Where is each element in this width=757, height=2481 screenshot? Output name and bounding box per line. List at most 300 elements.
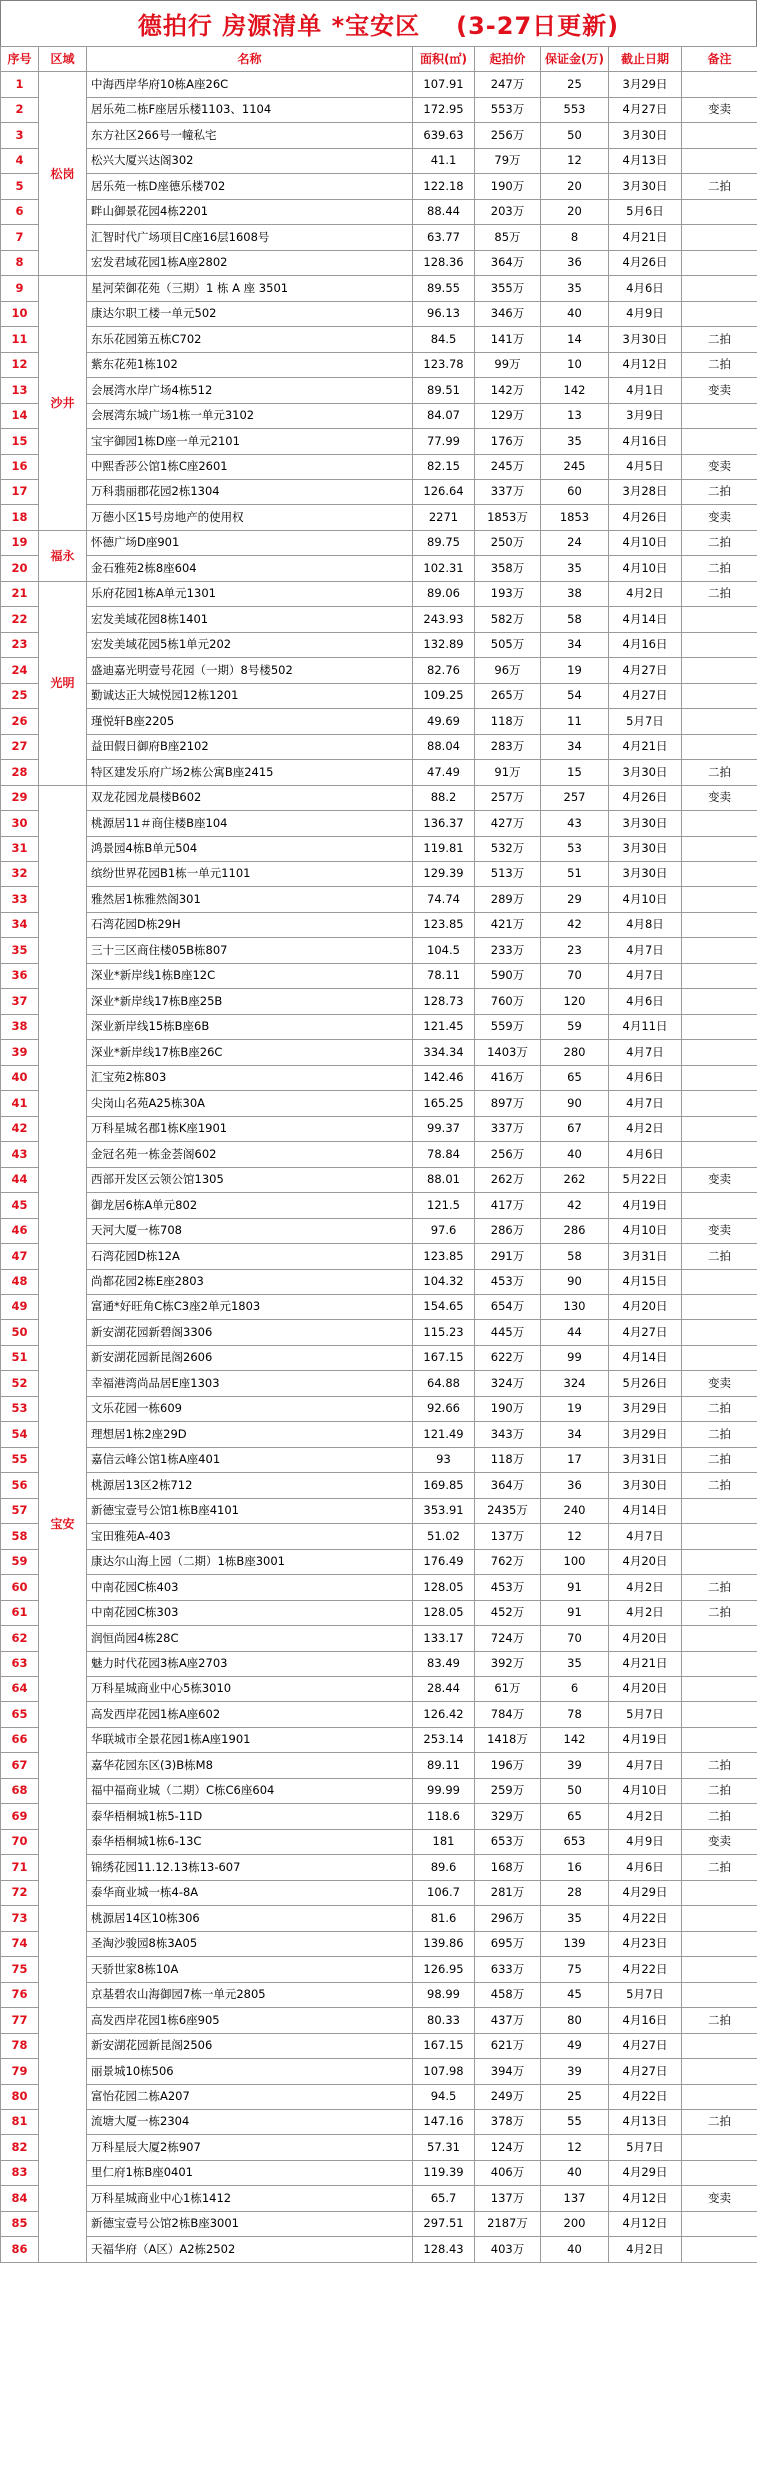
note-cell — [682, 607, 757, 632]
deposit-cell: 12 — [541, 2135, 609, 2160]
deposit-cell: 142 — [541, 1727, 609, 1752]
note-cell: 二拍 — [682, 2008, 757, 2033]
deposit-cell: 257 — [541, 785, 609, 810]
area-cell: 49.69 — [413, 709, 475, 734]
price-cell: 760万 — [475, 989, 541, 1014]
table-row — [1, 1014, 757, 1039]
price-cell: 695万 — [475, 1931, 541, 1956]
deposit-cell: 35 — [541, 1651, 609, 1676]
row-number: 68 — [1, 1778, 39, 1803]
note-cell — [682, 1651, 757, 1676]
row-number: 67 — [1, 1753, 39, 1778]
area-cell: 334.34 — [413, 1040, 475, 1065]
table-row — [1, 72, 757, 97]
deadline-cell: 5月7日 — [609, 1702, 682, 1727]
row-number: 75 — [1, 1957, 39, 1982]
row-number: 53 — [1, 1396, 39, 1421]
row-number: 35 — [1, 938, 39, 963]
area-cell: 128.73 — [413, 989, 475, 1014]
table-row — [1, 1702, 757, 1727]
table-row — [1, 1167, 757, 1192]
area-cell: 132.89 — [413, 632, 475, 657]
deposit-cell: 25 — [541, 72, 609, 97]
note-cell — [682, 1702, 757, 1727]
table-row — [1, 429, 757, 454]
area-cell: 118.6 — [413, 1804, 475, 1829]
deadline-cell: 3月28日 — [609, 479, 682, 504]
note-cell — [682, 963, 757, 988]
area-cell: 81.6 — [413, 1906, 475, 1931]
row-number: 65 — [1, 1702, 39, 1727]
deadline-cell: 4月19日 — [609, 1193, 682, 1218]
note-cell — [682, 1498, 757, 1523]
row-number: 36 — [1, 963, 39, 988]
note-cell: 二拍 — [682, 1753, 757, 1778]
property-name: 缤纷世界花园B1栋一单元1101 — [87, 862, 413, 887]
deadline-cell: 4月7日 — [609, 1524, 682, 1549]
deposit-cell: 10 — [541, 352, 609, 377]
deposit-cell: 16 — [541, 1855, 609, 1880]
deadline-cell: 4月16日 — [609, 2008, 682, 2033]
price-cell: 281万 — [475, 1880, 541, 1905]
deadline-cell: 4月20日 — [609, 1677, 682, 1702]
table-row — [1, 199, 757, 224]
row-number: 11 — [1, 327, 39, 352]
deadline-cell: 4月22日 — [609, 1957, 682, 1982]
deadline-cell: 4月14日 — [609, 1498, 682, 1523]
area-cell: 126.64 — [413, 479, 475, 504]
property-name: 宝宇御园1栋D座一单元2101 — [87, 429, 413, 454]
row-number: 64 — [1, 1677, 39, 1702]
row-number: 61 — [1, 1600, 39, 1625]
deadline-cell: 5月7日 — [609, 1982, 682, 2007]
area-cell: 126.95 — [413, 1957, 475, 1982]
deadline-cell: 4月7日 — [609, 963, 682, 988]
property-name: 汇智时代广场项目C座16层1608号 — [87, 225, 413, 250]
note-cell: 二拍 — [682, 174, 757, 199]
property-name: 万科星城商业中心5栋3010 — [87, 1677, 413, 1702]
price-cell: 141万 — [475, 327, 541, 352]
note-cell: 二拍 — [682, 327, 757, 352]
note-cell: 二拍 — [682, 1804, 757, 1829]
area-cell: 169.85 — [413, 1473, 475, 1498]
property-name: 幸福港湾尚品居E座1303 — [87, 1371, 413, 1396]
deposit-cell: 139 — [541, 1931, 609, 1956]
area-cell: 133.17 — [413, 1626, 475, 1651]
area-cell: 142.46 — [413, 1065, 475, 1090]
row-number: 38 — [1, 1014, 39, 1039]
deadline-cell: 3月30日 — [609, 327, 682, 352]
table-row — [1, 1880, 757, 1905]
note-cell — [682, 1524, 757, 1549]
price-cell: 118万 — [475, 1447, 541, 1472]
price-cell: 1418万 — [475, 1727, 541, 1752]
property-name: 高发西岸花园1栋A座602 — [87, 1702, 413, 1727]
price-cell: 137万 — [475, 1524, 541, 1549]
table-row — [1, 1804, 757, 1829]
area-cell: 167.15 — [413, 2033, 475, 2058]
property-name: 居乐苑一栋D座德乐楼702 — [87, 174, 413, 199]
price-cell: 262万 — [475, 1167, 541, 1192]
property-name: 中南花园C栋303 — [87, 1600, 413, 1625]
deposit-cell: 11 — [541, 709, 609, 734]
area-cell: 121.45 — [413, 1014, 475, 1039]
table-row — [1, 505, 757, 530]
deadline-cell: 4月2日 — [609, 1600, 682, 1625]
deadline-cell: 3月9日 — [609, 403, 682, 428]
deposit-cell: 39 — [541, 2059, 609, 2084]
note-cell: 二拍 — [682, 581, 757, 606]
table-row — [1, 1855, 757, 1880]
table-row — [1, 1677, 757, 1702]
deadline-cell: 4月2日 — [609, 1575, 682, 1600]
deposit-cell: 50 — [541, 123, 609, 148]
property-name: 中海西岸华府10栋A座26C — [87, 72, 413, 97]
deadline-cell: 4月12日 — [609, 2186, 682, 2211]
row-number: 56 — [1, 1473, 39, 1498]
deadline-cell: 4月14日 — [609, 1345, 682, 1370]
district-cell: 沙井 — [39, 276, 87, 531]
price-cell: 553万 — [475, 97, 541, 122]
property-name: 富通*好旺角C栋C3座2单元1803 — [87, 1294, 413, 1319]
deposit-cell: 44 — [541, 1320, 609, 1345]
property-name: 益田假日御府B座2102 — [87, 734, 413, 759]
deposit-cell: 59 — [541, 1014, 609, 1039]
property-name: 万科星城名郡1栋K座1901 — [87, 1116, 413, 1141]
deposit-cell: 130 — [541, 1294, 609, 1319]
price-cell: 653万 — [475, 1829, 541, 1854]
deposit-cell: 240 — [541, 1498, 609, 1523]
header-row — [1, 47, 757, 72]
area-cell: 88.44 — [413, 199, 475, 224]
row-number: 59 — [1, 1549, 39, 1574]
deposit-cell: 14 — [541, 327, 609, 352]
row-number: 39 — [1, 1040, 39, 1065]
row-number: 83 — [1, 2160, 39, 2185]
deadline-cell: 4月10日 — [609, 887, 682, 912]
property-name: 紫东花苑1栋102 — [87, 352, 413, 377]
property-name: 宏发君域花园1栋A座2802 — [87, 250, 413, 275]
deadline-cell: 4月19日 — [609, 1727, 682, 1752]
deposit-cell: 67 — [541, 1116, 609, 1141]
deadline-cell: 4月15日 — [609, 1269, 682, 1294]
table-row — [1, 1371, 757, 1396]
row-number: 74 — [1, 1931, 39, 1956]
area-cell: 104.5 — [413, 938, 475, 963]
row-number: 27 — [1, 734, 39, 759]
area-cell: 28.44 — [413, 1677, 475, 1702]
table-row — [1, 938, 757, 963]
row-number: 15 — [1, 429, 39, 454]
area-cell: 77.99 — [413, 429, 475, 454]
row-number: 55 — [1, 1447, 39, 1472]
area-cell: 82.15 — [413, 454, 475, 479]
deadline-cell: 5月22日 — [609, 1167, 682, 1192]
property-name: 宏发美域花园5栋1单元202 — [87, 632, 413, 657]
area-cell: 253.14 — [413, 1727, 475, 1752]
price-cell: 453万 — [475, 1269, 541, 1294]
note-cell — [682, 1982, 757, 2007]
deposit-cell: 42 — [541, 1193, 609, 1218]
deposit-cell: 40 — [541, 1142, 609, 1167]
area-cell: 353.91 — [413, 1498, 475, 1523]
deposit-cell: 100 — [541, 1549, 609, 1574]
area-cell: 89.06 — [413, 581, 475, 606]
area-cell: 109.25 — [413, 683, 475, 708]
note-cell — [682, 989, 757, 1014]
note-cell — [682, 1065, 757, 1090]
note-cell — [682, 2135, 757, 2160]
note-cell — [682, 123, 757, 148]
price-cell: 392万 — [475, 1651, 541, 1676]
note-cell — [682, 709, 757, 734]
property-name: 雅然居1栋雅然阁301 — [87, 887, 413, 912]
area-cell: 122.18 — [413, 174, 475, 199]
deposit-cell: 553 — [541, 97, 609, 122]
table-row — [1, 811, 757, 836]
deadline-cell: 3月30日 — [609, 123, 682, 148]
row-number: 16 — [1, 454, 39, 479]
deadline-cell: 4月10日 — [609, 556, 682, 581]
table-row — [1, 785, 757, 810]
table-row — [1, 225, 757, 250]
deposit-cell: 38 — [541, 581, 609, 606]
property-name: 康达尔职工楼一单元502 — [87, 301, 413, 326]
deadline-cell: 4月6日 — [609, 1065, 682, 1090]
row-number: 21 — [1, 581, 39, 606]
area-cell: 123.78 — [413, 352, 475, 377]
deposit-cell: 34 — [541, 1422, 609, 1447]
area-cell: 65.7 — [413, 2186, 475, 2211]
area-cell: 123.85 — [413, 1244, 475, 1269]
price-cell: 337万 — [475, 1116, 541, 1141]
row-number: 18 — [1, 505, 39, 530]
deposit-cell: 6 — [541, 1677, 609, 1702]
price-cell: 622万 — [475, 1345, 541, 1370]
deposit-cell: 12 — [541, 148, 609, 173]
deadline-cell: 4月10日 — [609, 1218, 682, 1243]
note-cell: 二拍 — [682, 1447, 757, 1472]
deadline-cell: 4月2日 — [609, 1804, 682, 1829]
row-number: 49 — [1, 1294, 39, 1319]
area-cell: 84.07 — [413, 403, 475, 428]
table-row — [1, 301, 757, 326]
deposit-cell: 50 — [541, 1778, 609, 1803]
area-cell: 172.95 — [413, 97, 475, 122]
row-number: 10 — [1, 301, 39, 326]
deposit-cell: 35 — [541, 276, 609, 301]
deadline-cell: 4月13日 — [609, 148, 682, 173]
area-cell: 154.65 — [413, 1294, 475, 1319]
price-cell: 1403万 — [475, 1040, 541, 1065]
row-number: 29 — [1, 785, 39, 810]
property-name: 怀德广场D座901 — [87, 530, 413, 555]
row-number: 85 — [1, 2211, 39, 2236]
area-cell: 96.13 — [413, 301, 475, 326]
deadline-cell: 4月8日 — [609, 912, 682, 937]
property-name: 深业新岸线15栋B座6B — [87, 1014, 413, 1039]
row-number: 4 — [1, 148, 39, 173]
row-number: 20 — [1, 556, 39, 581]
deposit-cell: 25 — [541, 2084, 609, 2109]
row-number: 46 — [1, 1218, 39, 1243]
property-name: 石湾花园D栋29H — [87, 912, 413, 937]
note-cell: 二拍 — [682, 530, 757, 555]
area-cell: 102.31 — [413, 556, 475, 581]
price-cell: 633万 — [475, 1957, 541, 1982]
price-cell: 233万 — [475, 938, 541, 963]
note-cell: 二拍 — [682, 1778, 757, 1803]
property-name: 乐府花园1栋A单元1301 — [87, 581, 413, 606]
area-cell: 94.5 — [413, 2084, 475, 2109]
price-cell: 257万 — [475, 785, 541, 810]
deposit-cell: 28 — [541, 1880, 609, 1905]
table-row — [1, 912, 757, 937]
deposit-cell: 200 — [541, 2211, 609, 2236]
property-name: 天河大厦一栋708 — [87, 1218, 413, 1243]
area-cell: 128.36 — [413, 250, 475, 275]
table-row — [1, 1906, 757, 1931]
deadline-cell: 4月7日 — [609, 1753, 682, 1778]
property-name: 居乐苑二栋F座居乐楼1103、1104 — [87, 97, 413, 122]
note-cell: 变卖 — [682, 1829, 757, 1854]
price-cell: 513万 — [475, 862, 541, 887]
row-number: 26 — [1, 709, 39, 734]
deposit-cell: 99 — [541, 1345, 609, 1370]
deadline-cell: 4月10日 — [609, 530, 682, 555]
deposit-cell: 80 — [541, 2008, 609, 2033]
price-cell: 79万 — [475, 148, 541, 173]
deposit-cell: 13 — [541, 403, 609, 428]
note-cell — [682, 1727, 757, 1752]
property-name: 特区建发乐府广场2栋公寓B座2415 — [87, 760, 413, 785]
table-row — [1, 1320, 757, 1345]
row-number: 24 — [1, 658, 39, 683]
property-name: 金冠名苑一栋金荟阁602 — [87, 1142, 413, 1167]
note-cell: 变卖 — [682, 505, 757, 530]
note-cell — [682, 225, 757, 250]
property-name: 鸿景园4栋B单元504 — [87, 836, 413, 861]
area-cell: 104.32 — [413, 1269, 475, 1294]
district-cell: 光明 — [39, 581, 87, 785]
table-row — [1, 2109, 757, 2134]
property-name: 盛迪嘉光明壹号花园（一期）8号楼502 — [87, 658, 413, 683]
area-cell: 89.75 — [413, 530, 475, 555]
col-header-name: 名称 — [87, 47, 413, 72]
deposit-cell: 20 — [541, 174, 609, 199]
row-number: 34 — [1, 912, 39, 937]
deadline-cell: 4月27日 — [609, 683, 682, 708]
deadline-cell: 4月21日 — [609, 734, 682, 759]
deposit-cell: 40 — [541, 2160, 609, 2185]
deadline-cell: 3月31日 — [609, 1244, 682, 1269]
deadline-cell: 4月7日 — [609, 938, 682, 963]
deposit-cell: 49 — [541, 2033, 609, 2058]
deposit-cell: 39 — [541, 1753, 609, 1778]
deposit-cell: 54 — [541, 683, 609, 708]
note-cell — [682, 734, 757, 759]
area-cell: 176.49 — [413, 1549, 475, 1574]
price-cell: 590万 — [475, 963, 541, 988]
note-cell — [682, 1269, 757, 1294]
price-cell: 289万 — [475, 887, 541, 912]
property-name: 流塘大厦一栋2304 — [87, 2109, 413, 2134]
price-cell: 621万 — [475, 2033, 541, 2058]
area-cell: 41.1 — [413, 148, 475, 173]
table-row — [1, 607, 757, 632]
area-cell: 181 — [413, 1829, 475, 1854]
property-name: 康达尔山海上园（二期）1栋B座3001 — [87, 1549, 413, 1574]
row-number: 43 — [1, 1142, 39, 1167]
deposit-cell: 280 — [541, 1040, 609, 1065]
table-row — [1, 862, 757, 887]
col-header-deposit: 保证金(万) — [541, 47, 609, 72]
col-header-no: 序号 — [1, 47, 39, 72]
table-row — [1, 1294, 757, 1319]
deadline-cell: 4月7日 — [609, 1091, 682, 1116]
area-cell: 121.5 — [413, 1193, 475, 1218]
price-cell: 96万 — [475, 658, 541, 683]
row-number: 52 — [1, 1371, 39, 1396]
price-cell: 458万 — [475, 1982, 541, 2007]
deposit-cell: 24 — [541, 530, 609, 555]
property-name: 中熙香莎公馆1栋C座2601 — [87, 454, 413, 479]
area-cell: 78.84 — [413, 1142, 475, 1167]
note-cell: 变卖 — [682, 785, 757, 810]
area-cell: 107.91 — [413, 72, 475, 97]
deposit-cell: 51 — [541, 862, 609, 887]
note-cell — [682, 862, 757, 887]
deadline-cell: 4月29日 — [609, 1880, 682, 1905]
table-row — [1, 632, 757, 657]
deposit-cell: 58 — [541, 1244, 609, 1269]
deadline-cell: 4月13日 — [609, 2109, 682, 2134]
deposit-cell: 137 — [541, 2186, 609, 2211]
area-cell: 107.98 — [413, 2059, 475, 2084]
price-cell: 329万 — [475, 1804, 541, 1829]
row-number: 84 — [1, 2186, 39, 2211]
price-cell: 582万 — [475, 607, 541, 632]
property-name: 桃源居11＃商住楼B座104 — [87, 811, 413, 836]
deadline-cell: 3月31日 — [609, 1447, 682, 1472]
note-cell — [682, 811, 757, 836]
row-number: 77 — [1, 2008, 39, 2033]
property-name: 万科翡丽郡花园2栋1304 — [87, 479, 413, 504]
row-number: 12 — [1, 352, 39, 377]
area-cell: 128.05 — [413, 1575, 475, 1600]
table-row — [1, 2135, 757, 2160]
deadline-cell: 4月26日 — [609, 250, 682, 275]
deposit-cell: 35 — [541, 1906, 609, 1931]
price-cell: 286万 — [475, 1218, 541, 1243]
row-number: 31 — [1, 836, 39, 861]
property-name: 泰华梧桐城1栋6-13C — [87, 1829, 413, 1854]
deposit-cell: 75 — [541, 1957, 609, 1982]
area-cell: 51.02 — [413, 1524, 475, 1549]
price-cell: 124万 — [475, 2135, 541, 2160]
property-name: 西部开发区云领公馆1305 — [87, 1167, 413, 1192]
price-cell: 559万 — [475, 1014, 541, 1039]
note-cell: 变卖 — [682, 1218, 757, 1243]
property-name: 新安湖花园新碧阁3306 — [87, 1320, 413, 1345]
deadline-cell: 3月29日 — [609, 72, 682, 97]
row-number: 1 — [1, 72, 39, 97]
table-row — [1, 989, 757, 1014]
price-cell: 453万 — [475, 1575, 541, 1600]
area-cell: 89.11 — [413, 1753, 475, 1778]
property-name: 天福华府（A区）A2栋2502 — [87, 2237, 413, 2262]
area-cell: 147.16 — [413, 2109, 475, 2134]
